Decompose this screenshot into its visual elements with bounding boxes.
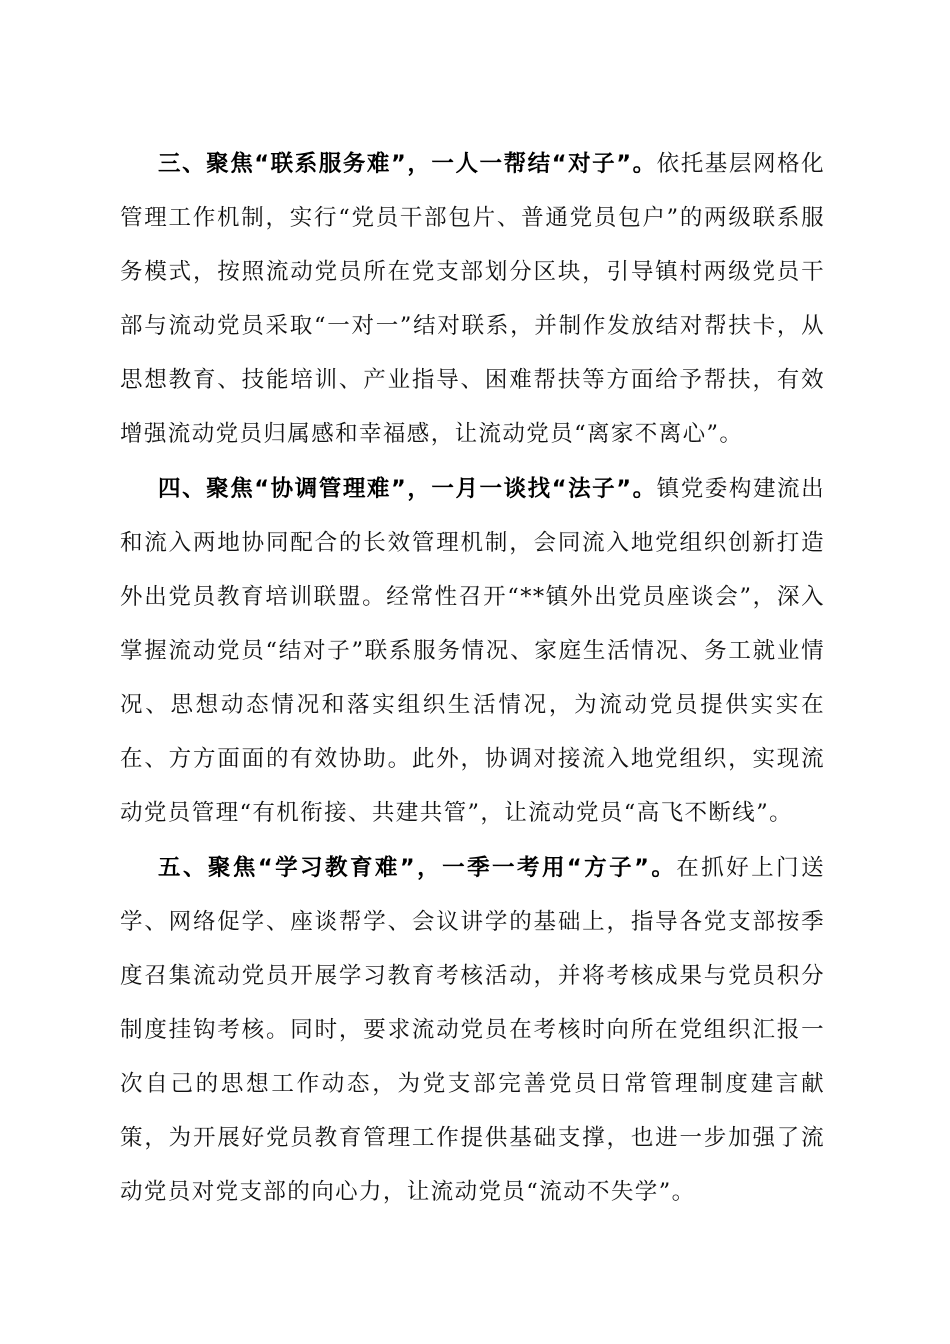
section-5-body: 在抓好上门送学、网络促学、座谈帮学、会议讲学的基础上，指导各党支部按季度召集流动党员开展学习教育考核活动，并将考核成果与党员积分制度挂钩考核。同时，要求流动党员在考核时向所在党组织汇报一次自己的思想工作动态，为党支部完善党员日常管理制度建言献策，为开展好党员教育管理工作提供基础支撑，也进一步加强了流动党员对党支部的向心力，让流动党员“流动不失学”。 [120,855,826,1205]
section-3-heading: 三、聚焦“联系服务难”，一人一帮结“对子”。 [158,151,657,177]
paragraph-section-5 [120,841,825,1219]
document-body [120,137,825,1220]
paragraph-section-3 [120,137,825,461]
section-4-heading: 四、聚焦“协调管理难”，一月一谈找“法子”。 [158,476,657,502]
section-3-body: 依托基层网格化管理工作机制，实行“党员干部包片、普通党员包户”的两级联系服务模式，按照流动党员所在党支部划分区块，引导镇村两级党员干部与流动党员采取“一对一”结对联系，并制作发放结对帮扶卡，从思想教育、技能培训、产业指导、困难帮扶等方面给予帮扶，有效增强流动党员归属感和幸福感，让流动党员“离家不离心”。 [120,151,825,447]
paragraph-section-4 [120,462,825,840]
section-5-heading: 五、聚焦“学习教育难”，一季一考用“方子”。 [158,855,677,881]
section-4-body: 镇党委构建流出和流入两地协同配合的长效管理机制，会同流入地党组织创新打造外出党员教育培训联盟。经常性召开“**镇外出党员座谈会”，深入掌握流动党员“结对子”联系服务情况、家庭生活情况、务工就业情况、思想动态情况和落实组织生活情况，为流动党员提供实实在在、方方面面的有效协助。此外，协调对接流入地党组织，实现流动党员管理“有机衔接、共建共管”，让流动党员“高飞不断线”。 [120,476,825,826]
